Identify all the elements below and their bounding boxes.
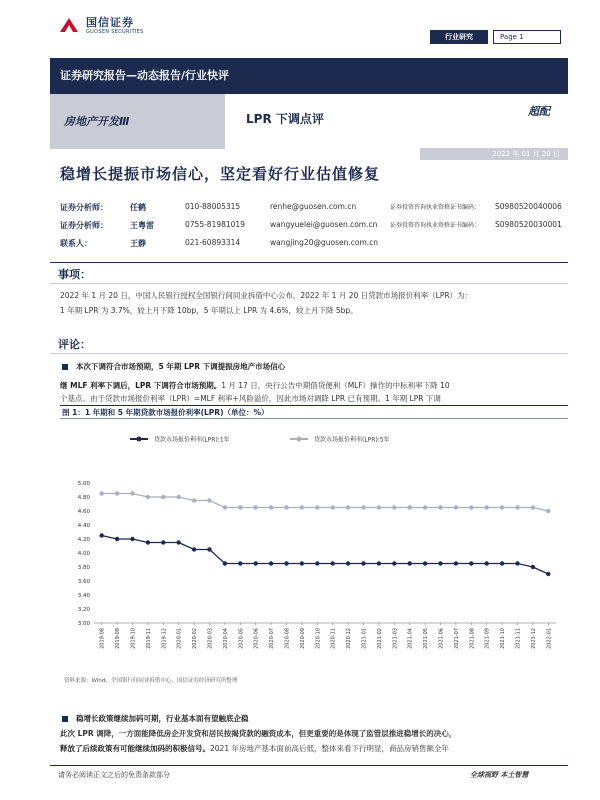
report-category-band: 证券研究报告—动态报告/行业快评 [50,58,568,94]
report-topic: LPR 下调点评 [246,112,324,126]
analyst-row [60,220,570,234]
x-tick-label: 2019-11 [145,628,152,649]
x-tick-label: 2019-08 [99,628,106,649]
analyst-role: 证券分析师： [60,221,108,230]
series-point [423,505,427,509]
x-tick-label: 2020-01 [176,628,183,649]
x-tick-label: 2020-09 [299,628,306,649]
series-point [100,491,104,495]
series-point [177,540,181,544]
series-line [102,494,549,512]
series-point [300,505,304,509]
series-point [300,561,304,565]
analyst-row [60,202,570,216]
analyst-phone: 0755-81981019 [185,220,245,229]
series-point [454,561,458,565]
analyst-phone: 010-88005315 [185,202,241,211]
report-date: 2022 年 01 月 20 日 [420,148,568,160]
footer-disclaimer: 请务必阅读正文之后的免责条款部分 [58,771,170,779]
series-point [269,505,273,509]
analyst-email[interactable]: renhe@guosen.com.cn [270,202,357,211]
comment-paragraph-line: 此次 LPR 调降，一方面能降低房企开发贷和居民按揭贷款的融资成本，但更重要的是体现了监管层推进稳增长的决心， [60,729,457,738]
series-point [438,505,442,509]
section-divider [50,262,568,263]
report-type-tag: 行业研究 [430,30,488,44]
series-point [269,561,273,565]
page-label: Page 1 [493,30,561,44]
paragraph-text: 2021 年房地产基本面前高后低，整体来看下行明显，商品房销售额全年 [210,744,449,753]
series-point [130,537,134,541]
legend-label: 贷款市场报价利率(LPR):1年 [154,436,230,444]
legend-marker [137,437,142,442]
footer-slogan: 全球视野 本土智慧 [470,771,529,779]
x-tick-label: 2021-09 [484,628,491,649]
series-point [438,561,442,565]
x-tick-label: 2021-04 [407,628,414,649]
series-point [115,537,119,541]
paragraph-text: 1 月 17 日，央行公告中期借贷便利（MLF）操作的中标利率下降 10 [221,381,450,390]
series-point [207,498,211,502]
contact-name: 王静 [130,239,146,248]
analyst-cert: S0980520030001 [495,220,562,229]
chart-svg [60,425,568,673]
x-tick-label: 2020-11 [330,628,337,649]
bullet-square-icon [62,364,68,370]
series-point [469,561,473,565]
series-point [485,505,489,509]
series-point [531,505,535,509]
series-point [515,561,519,565]
lpr-line-chart [60,425,568,673]
y-tick-label: 4.00 [77,551,90,557]
y-tick-label: 3.80 [77,565,90,571]
series-point [192,498,196,502]
x-tick-label: 2021-06 [438,628,445,649]
figure-source: 资料来源：Wind、全国银行间同业拆借中心，国信证券经济研究所整理 [64,678,238,684]
analyst-role: 证券分析师： [60,203,108,212]
analyst-email[interactable]: wangyuelei@guosen.com.cn [270,220,378,229]
series-point [161,540,165,544]
series-point [223,505,227,509]
y-tick-label: 3.60 [77,579,90,585]
analyst-row [60,238,570,252]
series-point [238,505,242,509]
series-point [207,547,211,551]
section-divider [50,353,568,354]
series-point [469,505,473,509]
series-point [346,505,350,509]
series-point [454,505,458,509]
series-point [546,572,550,576]
main-title: 稳增长提振市场信心，坚定看好行业估值修复 [60,165,381,183]
footer-divider [50,765,568,766]
analyst-name: 任鹤 [130,203,146,212]
comment-heading: 评论： [58,338,91,351]
series-point [500,505,504,509]
y-tick-label: 4.80 [77,495,90,501]
x-tick-label: 2021-03 [392,628,399,649]
series-point [177,495,181,499]
analyst-cert-label: 证券投资咨询执业资格证书编码： [390,204,481,211]
legend-label: 贷款市场报价利率(LPR):5年 [314,436,390,444]
x-tick-label: 2021-01 [361,628,368,649]
y-tick-label: 4.60 [77,509,90,515]
contact-email[interactable]: wangjing20@guosen.com.cn [270,238,379,247]
x-tick-label: 2019-09 [115,628,122,649]
y-tick-label: 3.00 [77,621,90,627]
series-point [515,505,519,509]
series-point [392,505,396,509]
event-line: 2022 年 1 月 20 日，中国人民银行授权全国银行间同业拆借中心公布，2022 年 1 月 20 日贷款市场报价利率（LPR）为： [60,291,473,300]
x-tick-label: 2020-02 [192,628,199,649]
series-point [377,505,381,509]
series-point [223,561,227,565]
analyst-cert: S0980520040006 [495,202,562,211]
analyst-name: 王粤雷 [130,221,154,230]
series-point [100,533,104,537]
series-point [423,561,427,565]
x-tick-label: 2021-05 [423,628,430,649]
x-tick-label: 2021-10 [500,628,507,649]
logo-cn-text: 国信证券 [86,16,134,29]
series-line [102,536,549,575]
contact-role: 联系人： [60,239,92,248]
series-point [254,505,258,509]
series-point [408,505,412,509]
bullet-title: 稳增长政策继续加码可期，行业基本面有望触底企稳 [76,714,249,723]
x-tick-label: 2020-03 [207,628,214,649]
x-tick-label: 2020-12 [346,628,353,649]
y-tick-label: 5.00 [77,481,90,487]
x-tick-label: 2021-02 [376,628,383,649]
logo-en-text: GUOSEN SECURITIES [86,29,144,35]
comment-paragraph-line: 个基点。由于贷款市场报价利率（LPR）=MLF 利率+风险溢价，因此市场对调降 LPR 已有预期。1 年期 LPR 下调 [60,394,441,403]
x-tick-label: 2021-12 [530,628,537,649]
event-line: 1 年期 LPR 为 3.7%，较上月下降 10bp，5 年期以上 LPR 为 4.6%，较上月下降 5bp。 [60,306,358,315]
series-point [546,509,550,513]
x-tick-label: 2022-01 [546,628,553,649]
x-tick-label: 2020-07 [269,628,276,649]
legend-marker [297,437,302,442]
x-tick-label: 2021-07 [453,628,460,649]
x-tick-label: 2020-06 [253,628,260,649]
y-tick-label: 4.20 [77,537,90,543]
series-point [146,540,150,544]
series-point [331,561,335,565]
series-point [485,561,489,565]
y-tick-label: 3.20 [77,607,90,613]
rating-label: 超配 [528,105,550,118]
series-point [361,561,365,565]
series-point [161,495,165,499]
series-point [500,561,504,565]
analyst-cert-label: 证券投资咨询执业资格证书编码： [390,222,481,229]
comment-paragraph-line [60,743,570,756]
series-point [284,561,288,565]
contact-phone: 021-60893314 [185,238,241,247]
x-tick-label: 2019-10 [130,628,137,649]
series-point [115,491,119,495]
series-point [346,561,350,565]
x-tick-label: 2020-10 [315,628,322,649]
x-tick-label: 2021-11 [515,628,522,649]
series-point [315,561,319,565]
section-divider [50,283,568,284]
x-tick-label: 2020-05 [238,628,245,649]
bold-lead: 继 MLF 利率下调后，LPR 下调符合市场预期。 [60,381,222,390]
bullet-square-icon [62,716,68,722]
event-heading: 事项： [58,268,91,281]
y-tick-label: 3.40 [77,593,90,599]
series-point [238,561,242,565]
series-point [377,561,381,565]
figure-title: 图 1：1 年期和 5 年期贷款市场报价利率(LPR)（单位：%） [60,405,568,419]
series-point [331,505,335,509]
x-tick-label: 2021-08 [469,628,476,649]
series-point [254,561,258,565]
series-point [392,561,396,565]
x-tick-label: 2019-12 [161,628,168,649]
series-point [408,561,412,565]
series-point [531,565,535,569]
x-tick-label: 2020-04 [222,628,229,649]
sector-label: 房地产开发Ⅲ [64,115,130,128]
series-point [284,505,288,509]
series-point [146,495,150,499]
series-point [130,491,134,495]
series-point [192,547,196,551]
guosen-logo-icon [58,16,80,34]
series-point [361,505,365,509]
bold-lead: 释放了后续政策有可能继续加码的积极信号。 [60,744,210,753]
comment-paragraph-line [60,380,570,393]
y-tick-label: 4.40 [77,523,90,529]
x-tick-label: 2020-08 [284,628,291,649]
bullet-title: 本次下调符合市场预期，5 年期 LPR 下调提振房地产市场信心 [76,362,286,371]
series-point [315,505,319,509]
